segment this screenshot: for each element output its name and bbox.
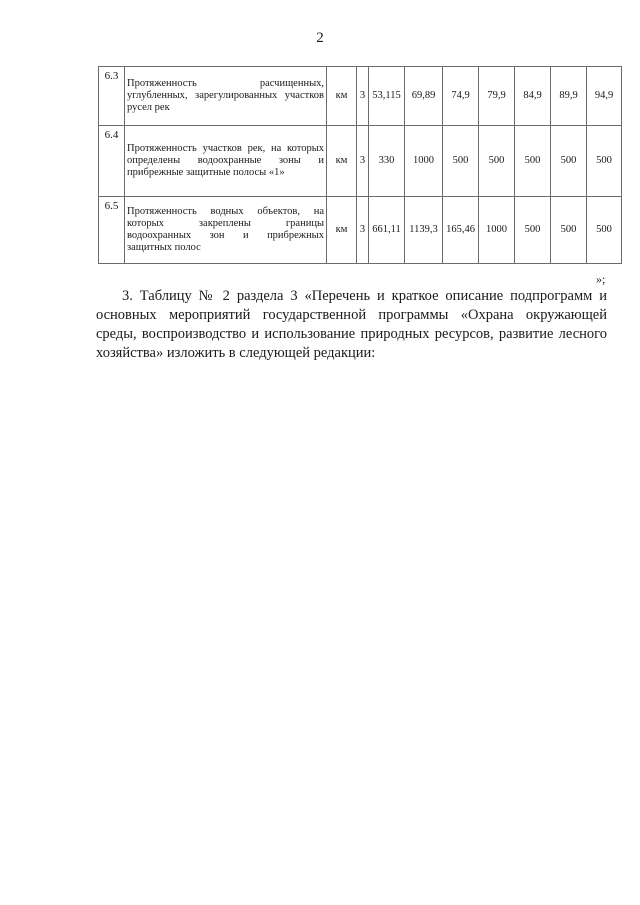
indicator-value: 330 [369, 126, 405, 197]
indicator-name: Протяженность водных объектов, на которых закреплены границы водоохранных зон и прибрежных защитных полос [125, 197, 327, 264]
table-row [99, 126, 622, 197]
amendment-paragraph: 3. Таблицу № 2 раздела 3 «Перечень и краткое описание подпрограмм и основных мероприятий государственной программы «Охрана окружающей среды, воспроизводство и использование природных ресурсов, развитие лесного хозяйства» изложить в следующей редакции: [96, 288, 607, 361]
indicator-value: 500 [443, 126, 479, 197]
table-row [99, 67, 622, 126]
indicator-name: Протяженность участков рек, на которых определены водоохранные зоны и прибрежные защитные полосы «1» [125, 126, 327, 197]
indicator-value: 79,9 [479, 67, 515, 126]
indicator-unit: км [327, 197, 357, 264]
indicator-value: 74,9 [443, 67, 479, 126]
indicators-table-body [99, 67, 622, 264]
table-row [99, 197, 622, 264]
indicator-value: 500 [479, 126, 515, 197]
indicator-source: 3 [357, 67, 369, 126]
indicator-value: 500 [587, 197, 622, 264]
indicator-value: 94,9 [587, 67, 622, 126]
indicator-name: Протяженность расчищенных, углубленных, зарегулированных участков русел рек [125, 67, 327, 126]
indicator-unit: км [327, 67, 357, 126]
indicator-value: 165,46 [443, 197, 479, 264]
indicator-value: 84,9 [515, 67, 551, 126]
indicator-value: 53,115 [369, 67, 405, 126]
indicator-value: 661,11 [369, 197, 405, 264]
indicator-number: 6.3 [99, 67, 125, 126]
table-end-mark: »; [596, 272, 606, 286]
indicator-number: 6.5 [99, 197, 125, 264]
indicator-value: 500 [551, 197, 587, 264]
indicator-value: 89,9 [551, 67, 587, 126]
indicator-value: 69,89 [405, 67, 443, 126]
indicator-value: 500 [515, 126, 551, 197]
indicator-number: 6.4 [99, 126, 125, 197]
indicator-value: 500 [515, 197, 551, 264]
indicators-table [98, 66, 622, 264]
indicator-source: 3 [357, 126, 369, 197]
indicator-value: 1139,3 [405, 197, 443, 264]
indicator-source: 3 [357, 197, 369, 264]
page-number: 2 [316, 30, 324, 46]
indicator-value: 1000 [405, 126, 443, 197]
indicator-unit: км [327, 126, 357, 197]
indicator-value: 500 [587, 126, 622, 197]
indicator-value: 1000 [479, 197, 515, 264]
indicator-value: 500 [551, 126, 587, 197]
